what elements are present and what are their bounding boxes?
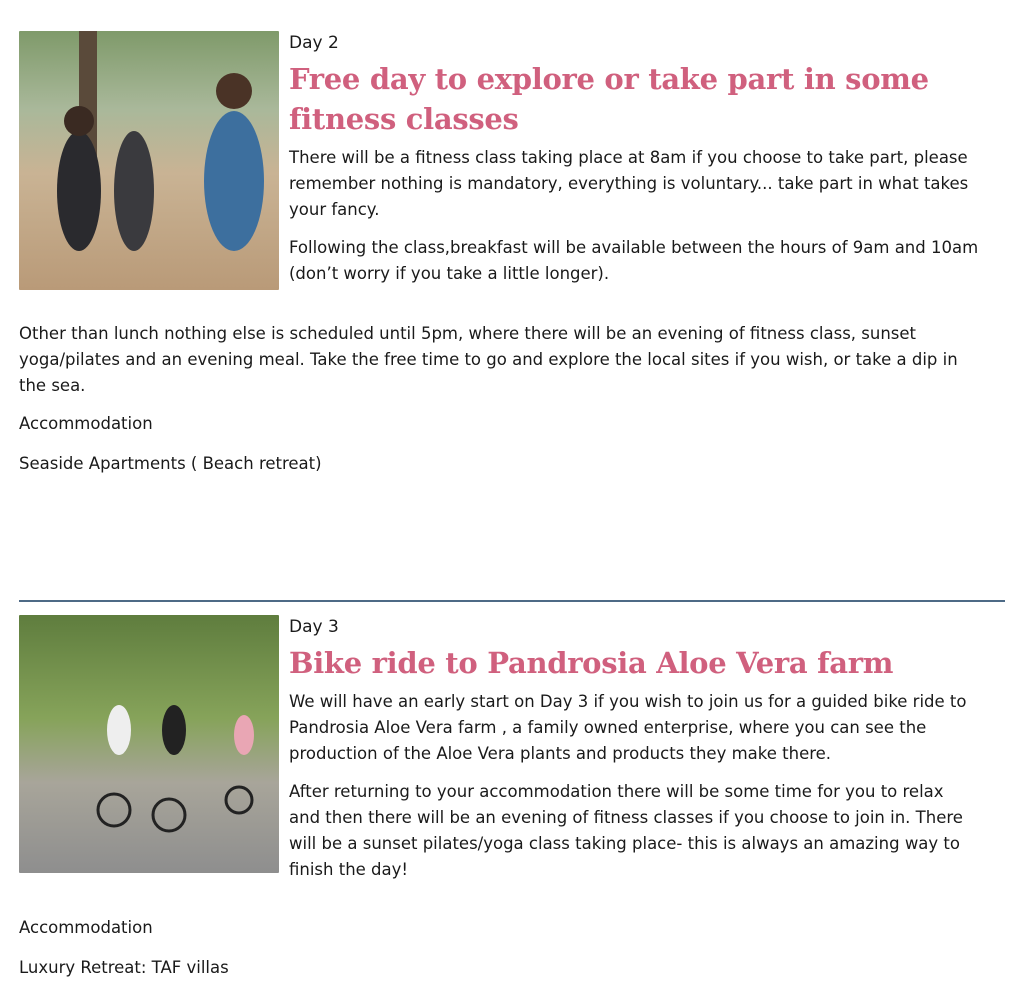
bike-ride-photo [19,615,279,873]
day-label: Day 2 [289,33,339,53]
description-paragraph: There will be a fitness class taking place at 8am if you choose to take part, please remember nothing is mandatory, everything is voluntary... take part in what takes your fancy. [289,148,969,219]
fitness-class-photo [19,31,279,290]
accommodation-value: Luxury Retreat: TAF villas [19,958,229,977]
accommodation-label: Accommodation [19,918,153,937]
day-label: Day 3 [289,617,339,637]
description-paragraph: Following the class,breakfast will be available between the hours of 9am and 10am (don’t worry if you take a little longer). [289,238,979,283]
day-title: Free day to explore or take part in some fitness classes [289,62,929,136]
accommodation-value: Seaside Apartments ( Beach retreat) [19,454,322,473]
description-paragraph: We will have an early start on Day 3 if you wish to join us for a guided bike ride to Pandrosia Aloe Vera farm , a family owned enterprise, where you can see the production of the Aloe Vera plants and products they make there. [289,692,967,763]
day-title: Bike ride to Pandrosia Aloe Vera farm [289,646,894,680]
accommodation-label: Accommodation [19,414,153,433]
description-paragraph: Other than lunch nothing else is scheduled until 5pm, where there will be an evening of fitness class, sunset yoga/pilates and an evening meal. Take the free time to go and explore the local sites if you wish, or take a dip in the sea. [19,324,958,395]
description-paragraph: After returning to your accommodation there will be some time for you to relax and then there will be an evening of fitness classes if you choose to join in. There will be a sunset pilates/yoga class taking place- this is always an amazing way to finish the day! [289,782,963,879]
section-divider [19,600,1005,602]
